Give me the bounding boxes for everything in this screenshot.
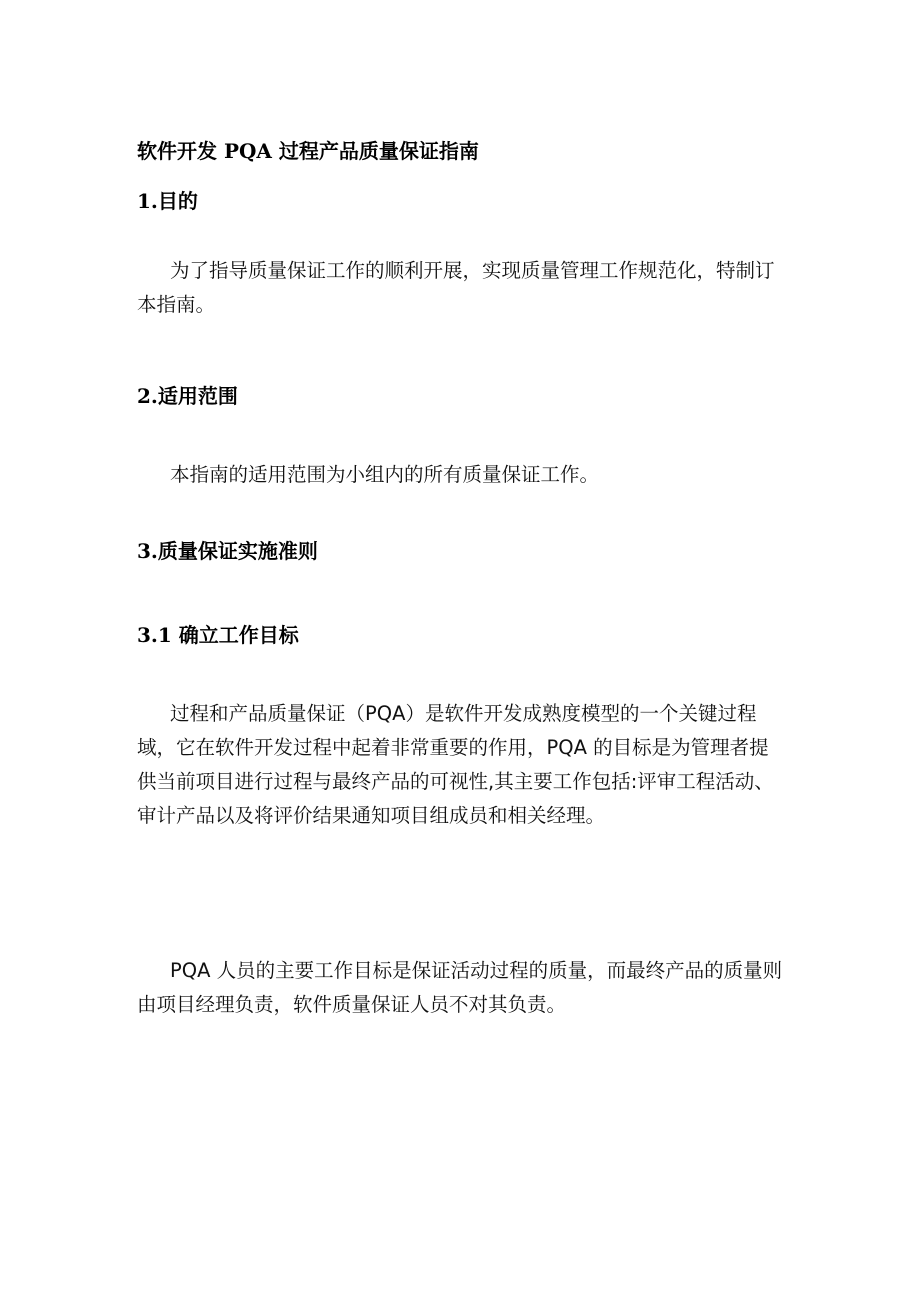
section-heading-work-goals: 3.1 确立工作目标: [137, 623, 299, 647]
pqa-staff-goal-paragraph: PQA 人员的主要工作目标是保证活动过程的质量，而最终产品的质量则由项目经理负责，软件质量保证人员不对其负责。: [137, 959, 783, 1016]
scope-paragraph: 本指南的适用范围为小组内的所有质量保证工作。: [170, 463, 600, 486]
pqa-overview-paragraph: 过程和产品质量保证（PQA）是软件开发成熟度模型的一个关键过程域，它在软件开发过程中起着非常重要的作用，PQA 的目标是为管理者提供当前项目进行过程与最终产品的可视性,其主要工作包括:评审工程活动、审计产品以及将评价结果通知项目组成员和相关经理。: [137, 702, 774, 827]
section-heading-scope: 2.适用范围: [137, 384, 238, 408]
section-heading-qa-principles: 3.质量保证实施准则: [137, 539, 318, 563]
section-heading-purpose: 1.目的: [137, 189, 198, 213]
purpose-paragraph: 为了指导质量保证工作的顺利开展，实现质量管理工作规范化，特制订本指南。: [137, 259, 775, 316]
document-title: 软件开发 PQA 过程产品质量保证指南: [137, 139, 479, 163]
